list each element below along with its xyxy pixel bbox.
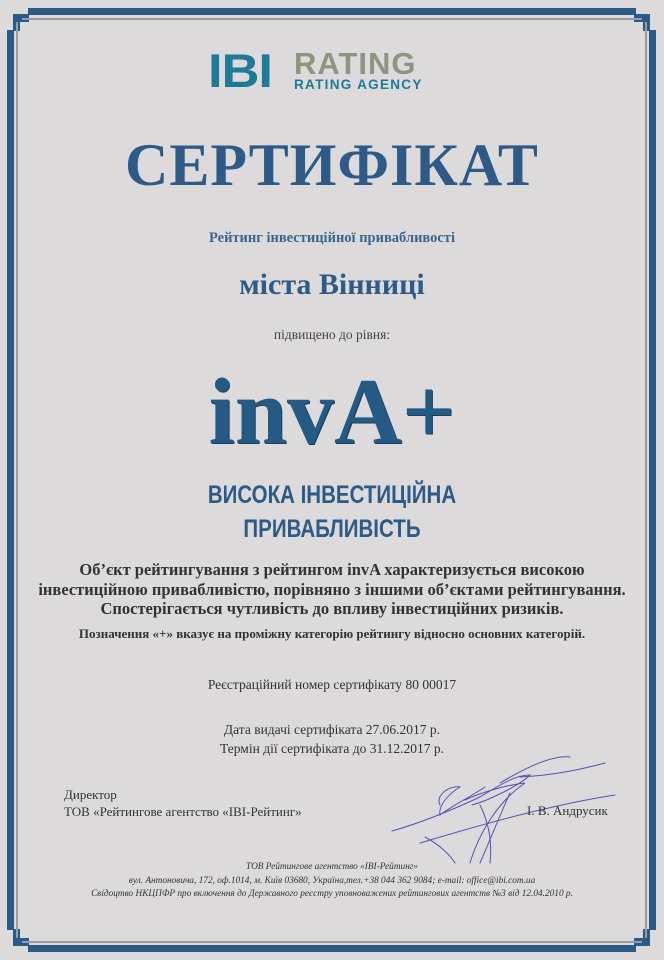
certificate-subtitle: Рейтинг інвестиційної привабливості	[208, 230, 456, 246]
description-line: Об’єкт рейтингування з рейтингом invA характеризується високою	[79, 560, 585, 579]
logo-wordmark: RATING	[294, 46, 417, 81]
frame-border-bottom	[28, 945, 636, 952]
signer-name: І. В. Андрусик	[527, 803, 608, 818]
ibi-rating-logo	[208, 44, 423, 97]
frame-border-top	[28, 8, 636, 15]
logo-mark: IBI	[208, 44, 272, 97]
footer-license: Свідоцтво НКЦПФР про включення до Державного реєстру уповноважених рейтингових агентств №3 від 12.04.2010 р.	[91, 889, 573, 899]
footer	[0, 861, 664, 902]
plus-note: Позначення «+» вказує на проміжну категорію рейтингу відносно основних категорій.	[78, 626, 586, 641]
logo-tagline: RATING AGENCY	[294, 77, 423, 92]
issue-date: Дата видачі сертифіката 27.06.2017 р.	[223, 722, 441, 737]
rating-grade: invA+	[208, 360, 456, 464]
rating-description	[0, 560, 664, 619]
grade-description-line: ПРИВАБЛИВІСТЬ	[243, 515, 421, 543]
description-line: інвестиційною привабливістю, порівняно з іншими об’єктами рейтингування.	[38, 579, 626, 599]
frame-inner-line	[22, 18, 642, 20]
frame-inner-line	[22, 941, 642, 943]
description-line: Спостерігається чутливість до впливу інвестиційних ризиків.	[100, 599, 564, 618]
footer-company: ТОВ Рейтингове агентство «IBI-Рейтинг»	[245, 862, 419, 872]
valid-until: Термін дії сертифіката до 31.12.2017 р.	[220, 741, 444, 756]
grade-description-line: ВИСОКА ІНВЕСТИЦІЙНА	[207, 481, 457, 509]
rated-subject: міста Вінниці	[239, 268, 425, 301]
footer-address: вул. Антоновича, 172, оф.1014, м. Київ 03680, Україна,тел.+38 044 362 9084; e-mail: office@ibi.com.ua	[128, 875, 536, 886]
director-block	[64, 786, 302, 820]
director-title: Директор	[64, 787, 117, 802]
certificate-title: СЕРТИФІКАТ	[125, 132, 539, 198]
raised-to-label: підвищено до рівня:	[273, 327, 391, 342]
registration-number: Реєстраційний номер сертифікату 80 00017	[207, 677, 457, 692]
director-organization: ТОВ «Рейтингове агентство «IBI-Рейтинг»	[64, 804, 302, 819]
grade-description	[60, 478, 604, 546]
